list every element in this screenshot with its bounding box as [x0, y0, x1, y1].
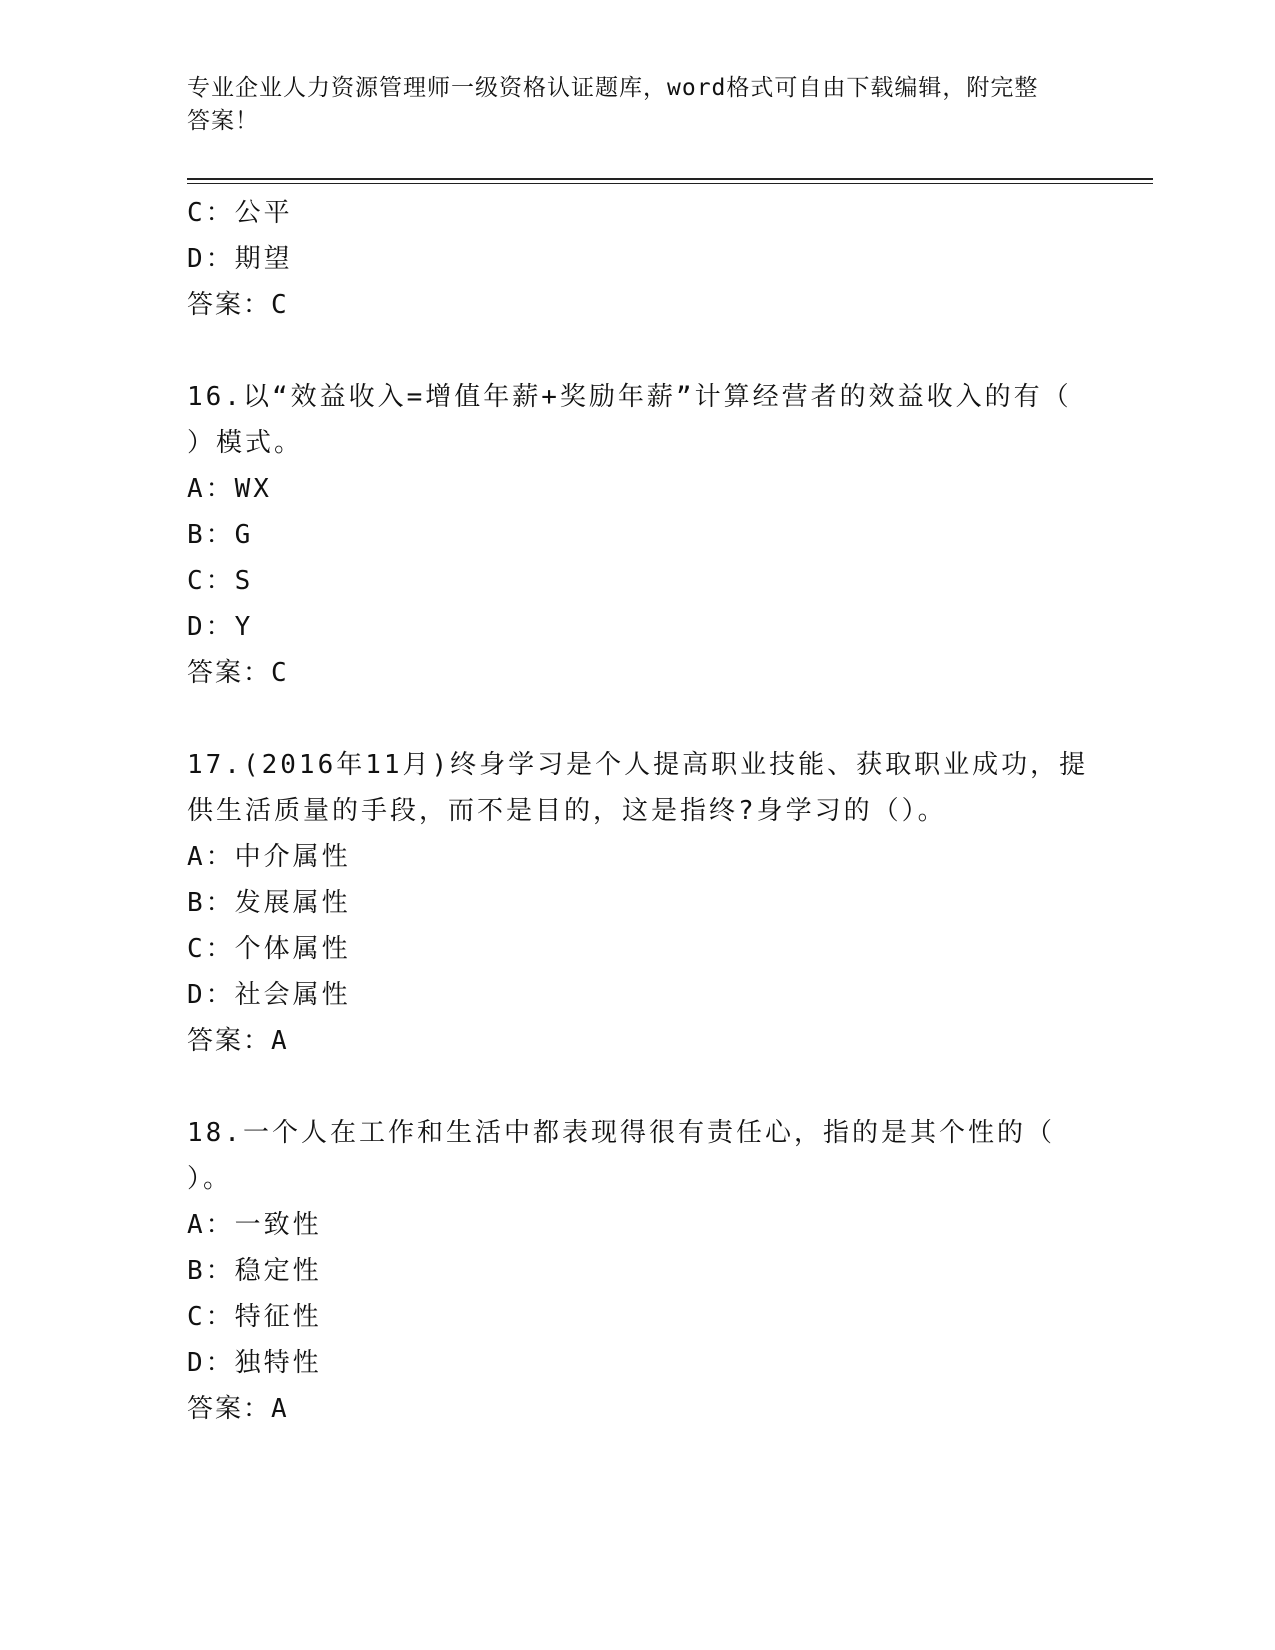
question-18 [187, 1110, 1087, 1432]
question-text-line: 18.一个人在工作和生活中都表现得很有责任心，指的是其个性的（ [187, 1118, 1055, 1148]
option-c: C：公平 [187, 198, 293, 228]
option-d: D：独特性 [187, 1348, 322, 1378]
question-list [187, 190, 1087, 1432]
document-header [187, 72, 1067, 138]
option-c: C：个体属性 [187, 934, 351, 964]
option-b: B：稳定性 [187, 1256, 322, 1286]
answer-value: A [271, 1026, 289, 1056]
spacer [187, 696, 1087, 742]
question-17 [187, 742, 1087, 1064]
option-c: C：S [187, 566, 254, 596]
option-b: B：G [187, 520, 254, 550]
question-text-line: ）模式。 [187, 428, 304, 458]
option-d: D：社会属性 [187, 980, 351, 1010]
answer-label: 答案： [187, 1026, 272, 1056]
question-16 [187, 374, 1087, 696]
question-text-line: 供生活质量的手段，而不是目的，这是指终?身学习的（）。 [187, 796, 947, 826]
header-divider-thin [187, 183, 1153, 184]
answer-line [187, 1386, 1087, 1432]
option-d: D：期望 [187, 244, 293, 274]
option-a: A：WX [187, 474, 272, 504]
header-divider-thick [187, 178, 1153, 180]
header-line-2: 答案！ [187, 108, 259, 134]
answer-line [187, 1018, 1087, 1064]
spacer [187, 328, 1087, 374]
answer-label: 答案： [187, 658, 272, 688]
question-partial [187, 190, 1087, 328]
option-a: A：中介属性 [187, 842, 351, 872]
question-text-line: 16.以“效益收入=增值年薪+奖励年薪”计算经营者的效益收入的有（ [187, 382, 1072, 412]
question-text-line: 17.(2016年11月)终身学习是个人提高职业技能、获取职业成功，提 [187, 750, 1089, 780]
option-a: A：一致性 [187, 1210, 322, 1240]
answer-line [187, 650, 1087, 696]
option-b: B：发展属性 [187, 888, 351, 918]
answer-value: A [271, 1394, 289, 1424]
answer-value: C [271, 290, 289, 320]
option-c: C：特征性 [187, 1302, 322, 1332]
answer-value: C [271, 658, 289, 688]
spacer [187, 1064, 1087, 1110]
question-text-line: ）。 [187, 1164, 233, 1194]
header-line-1: 专业企业人力资源管理师一级资格认证题库，word格式可自由下载编辑，附完整 [187, 75, 1039, 101]
option-d: D：Y [187, 612, 254, 642]
answer-line [187, 282, 1087, 328]
answer-label: 答案： [187, 1394, 272, 1424]
answer-label: 答案： [187, 290, 272, 320]
